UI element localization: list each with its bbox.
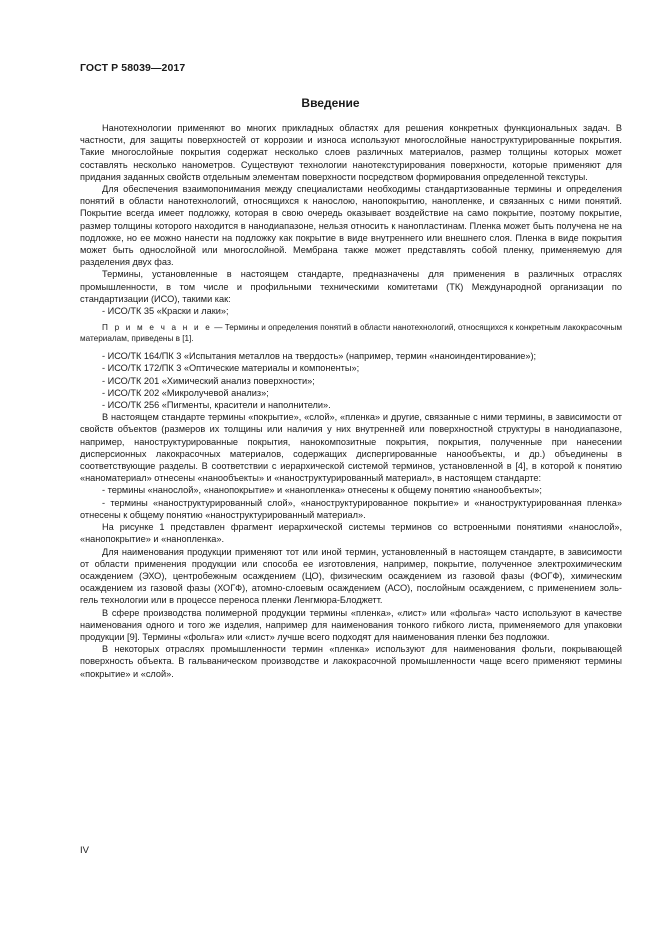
paragraph: На рисунке 1 представлен фрагмент иерархической системы терминов со встроенными понятиями «нанослой», «нанопокрытие» и «нанопленка». <box>80 522 622 545</box>
paragraph: В сфере производства полимерной продукции термины «пленка», «лист» или «фольга» часто используют в качестве наименования одного и того же изделия, например для наименования тонкого гибкого листа, применяемого для упаковки продукции [9]. Термины «фольга» или «лист» лучше всего подходят для наименования пленки без подложки. <box>80 607 622 642</box>
paragraph: В некоторых отраслях промышленности термин «пленка» используют для наименования фольги, покрывающей поверхность объекта. В гальваническом производстве и лакокрасочной промышленности чаще всего применяют термины «покрытие» и «слой». <box>80 644 622 679</box>
section-title: Введение <box>301 96 360 110</box>
list-item: - ИСО/ТК 35 «Краски и лаки»; <box>102 306 229 317</box>
list-item: - термины «наноструктурированный слой», «наноструктурированное покрытие» и «наноструктурированная пленка» отнесены к общему понятию «наноструктурированный материал». <box>80 497 622 520</box>
paragraph: В настоящем стандарте термины «покрытие», «слой», «пленка» и другие, связанные с ними термины, в зависимости от свойств объектов (размеров их толщины или наличия у них внутренней или поверхностной структуры в нанодиапазоне, например, наноструктурированные покрытия, нанокомпозитные покрытия, покрытия, полученные при нанесении дисперсионных лакокрасочных материалов, содержащих диспергированные нанообъекты, и др.) объединены в соответствующие разделы. В соответствии с иерархической системой терминов, установленной в [4], в которой к понятию «наноматериал» отнесены «нанообъекты» и «наноструктурированный материал», в настоящем стандарте: <box>80 412 622 484</box>
standard-code-header: ГОСТ Р 58039—2017 <box>80 62 186 74</box>
note <box>80 322 622 344</box>
list-item: - ИСО/ТК 256 «Пигменты, красители и наполнители». <box>102 400 331 411</box>
paragraph: Для обеспечения взаимопонимания между специалистами необходимы стандартизованные термины и определения понятий в области нанотехнологий, относящихся к нанослою, нанопокрытию, нанопленке, и связанных с ними понятий. Покрытие всегда имеет подложку, которая в свою очередь оказывает воздействие на само покрытие, поэтому покрытие, размер толщины которого находится в нанодиапазоне, нельзя относить к нанопластинам. Пленка может быть получена не на подложке, но ее можно нанести на подложку как покрытие в виде внутреннего или внешнего слоя. Пленка в виде покрытия может быть однослойной или многослойной. Мембрана также может представлять собой пленку, применяемую для разделения двух фаз. <box>80 184 622 268</box>
paragraph: Нанотехнологии применяют во многих прикладных областях для решения конкретных функциональных задач. В частности, для защиты поверхностей от коррозии и износа используют многослойные наноструктурированные покрытия. Такие многослойные покрытия содержат несколько слоев различных материалов, размер толщины которых может составлять несколько нанометров. Существуют технологии нанотекстурирования поверхности, которые применяют для придания заданных свойств отдельным элементам поверхности посредством формирования определенной текстуры. <box>80 123 622 182</box>
paragraph: Термины, установленные в настоящем стандарте, предназначены для применения в различных отраслях промышленности, в том числе и профильными техническими комитетами (ТК) Международной организации по стандартизации (ИСО), такими как: <box>80 269 622 304</box>
list-item: - ИСО/ТК 201 «Химический анализ поверхности»; <box>102 375 315 386</box>
list-item: - ИСО/ТК 202 «Микролучевой анализ»; <box>102 387 269 398</box>
page-number: IV <box>80 845 89 856</box>
list-item: - ИСО/ТК 172/ПК 3 «Оптические материалы и компоненты»; <box>102 363 360 374</box>
list-item: - ИСО/ТК 164/ПК 3 «Испытания металлов на твердость» (например, термин «наноиндентирование»); <box>102 351 537 362</box>
paragraph: Для наименования продукции применяют тот или иной термин, установленный в настоящем стандарте, в зависимости от области применения продукции или способа ее изготовления, например, покрытие, полученное электрохимическим осаждением (ЭХО), центробежным осаждением (ЦО), физическим осаждением из газовой фазы (ФОГФ), химическим осаждением из газовой фазы (ХОГФ), атомно-слоевым осаждением (АСО), послойным осаждением, с применением золь-гель технологии или в процессе переноса пленки Ленгмюра-Блоджетт. <box>80 546 622 606</box>
list-item: - термины «нанослой», «нанопокрытие» и «нанопленка» отнесены к общему понятию «нанообъекты»; <box>102 485 542 496</box>
document-body <box>80 122 622 680</box>
note-text: — Термины и определения понятий в области нанотехнологий, относящихся к конкретным лакокрасочным материалам, приведены в [1]. <box>80 323 622 344</box>
note-label: П р и м е ч а н и е <box>102 323 212 333</box>
